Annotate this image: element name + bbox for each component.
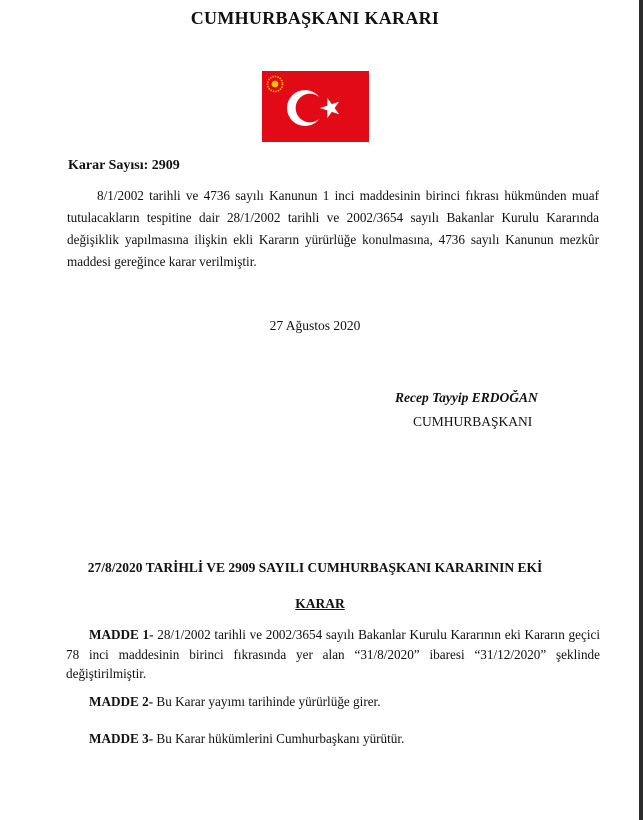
document-title: CUMHURBAŞKANI KARARI [190,8,440,28]
preamble-paragraph: 8/1/2002 tarihli ve 4736 sayılı Kanunun 1 inci maddesinin birinci fıkrası hükmünden muaf tutulacakların tespitine dair 28/1/2002 tarihli ve 2002/3654 sayılı Bakanlar Kurulu Kararında değişiklik yapılmasına ilişkin ekli Kararın yürürlüğe konulmasına, 4736 sayılı Kanunun mezkûr maddesi gereğince karar verilmiştir. [67,188,599,269]
decision-number-label: Karar Sayısı: [68,158,149,173]
turkish-flag-icon [262,71,369,142]
page-edge [639,0,643,820]
decision-number [68,158,180,174]
article-2-label: MADDE 2- [89,694,154,709]
article-1-label: MADDE 1- [89,627,154,642]
article-3 [89,731,404,747]
article-2-text: Bu Karar yayımı tarihinde yürürlüğe girer. [156,694,381,709]
article-2 [89,694,381,710]
annex-heading: KARAR [295,596,345,611]
article-3-text: Bu Karar hükümlerini Cumhurbaşkanı yürütür. [156,731,405,746]
signatory-name: Recep Tayyip ERDOĞAN [395,390,538,405]
annex-title: 27/8/2020 TARİHLİ VE 2909 SAYILI CUMHURBAŞKANI KARARININ EKİ [87,560,543,575]
signatory-title: CUMHURBAŞKANI [413,414,533,429]
decision-number-value: 2909 [151,158,180,173]
article-1-text: 28/1/2002 tarihli ve 2002/3654 sayılı Bakanlar Kurulu Kararının eki Kararın geçici 78 inci maddesinin birinci fıkrasında yer alan “31/8/2020” ibaresi “31/12/2020” şeklinde değiştirilmiştir. [66,627,600,681]
article-1 [66,625,600,684]
article-3-label: MADDE 3- [89,731,154,746]
decision-date: 27 Ağustos 2020 [269,318,361,333]
